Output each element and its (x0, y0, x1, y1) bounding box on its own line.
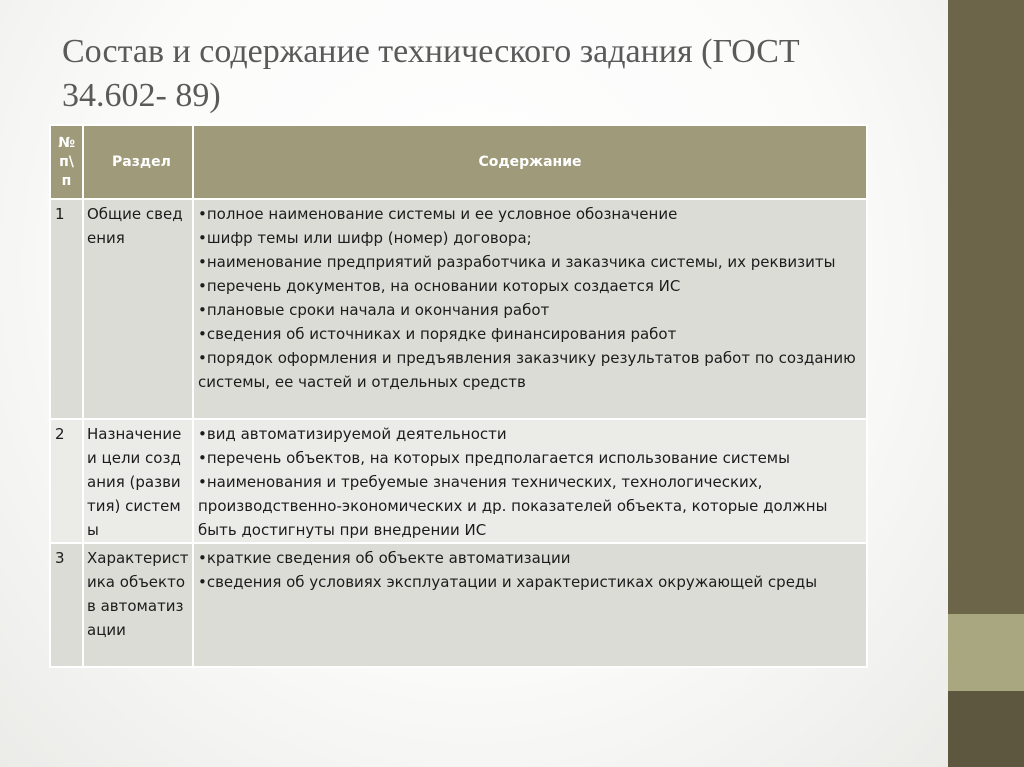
decor-band-top (948, 0, 1024, 614)
row-section: Назначение и цели создания (развития) системы (83, 419, 193, 543)
slide-title: Состав и содержание технического задания (ГОСТ 34.602- 89) (62, 33, 800, 114)
content-item: •перечень документов, на основании которых создается ИС (198, 277, 681, 295)
header-number-line: п (61, 172, 72, 189)
row-content (193, 199, 867, 419)
header-section: Раздел (83, 125, 193, 199)
decor-band-bottom (948, 691, 1024, 767)
content-item: •перечень объектов, на которых предполагается использование системы (198, 449, 790, 467)
content-item: •шифр темы или шифр (номер) договора; (198, 229, 532, 247)
table-row (50, 419, 867, 543)
row-content (193, 419, 867, 543)
content-item: •краткие сведения об объекте автоматизации (198, 549, 571, 567)
row-number: 2 (50, 419, 83, 543)
decor-band-middle (948, 614, 1024, 691)
row-content (193, 543, 867, 667)
table-row (50, 199, 867, 419)
row-section: Характеристика объектов автоматизации (83, 543, 193, 667)
table-header-row (50, 125, 867, 199)
table-row (50, 543, 867, 667)
content-item: •полное наименование системы и ее условное обозначение (198, 205, 678, 223)
row-section: Общие сведения (83, 199, 193, 419)
header-number-line: № (58, 134, 75, 151)
content-item: •сведения об источниках и порядке финансирования работ (198, 325, 677, 343)
content-item: •плановые сроки начала и окончания работ (198, 301, 550, 319)
specification-table (49, 124, 868, 668)
header-content: Содержание (193, 125, 867, 199)
content-item: •наименования и требуемые значения технических, технологических, производственно-экономических и др. показателей объекта, которые должны быть достигнуты при внедрении ИС (198, 473, 828, 539)
header-number (50, 125, 83, 199)
content-item: •вид автоматизируемой деятельности (198, 425, 507, 443)
content-item: •сведения об условиях эксплуатации и характеристиках окружающей среды (198, 573, 818, 591)
row-number: 1 (50, 199, 83, 419)
header-number-line: п\ (59, 153, 74, 170)
row-number: 3 (50, 543, 83, 667)
content-item: •порядок оформления и предъявления заказчику результатов работ по созданию системы, ее частей и отдельных средств (198, 349, 856, 391)
content-item: •наименование предприятий разработчика и заказчика системы, их реквизиты (198, 253, 836, 271)
